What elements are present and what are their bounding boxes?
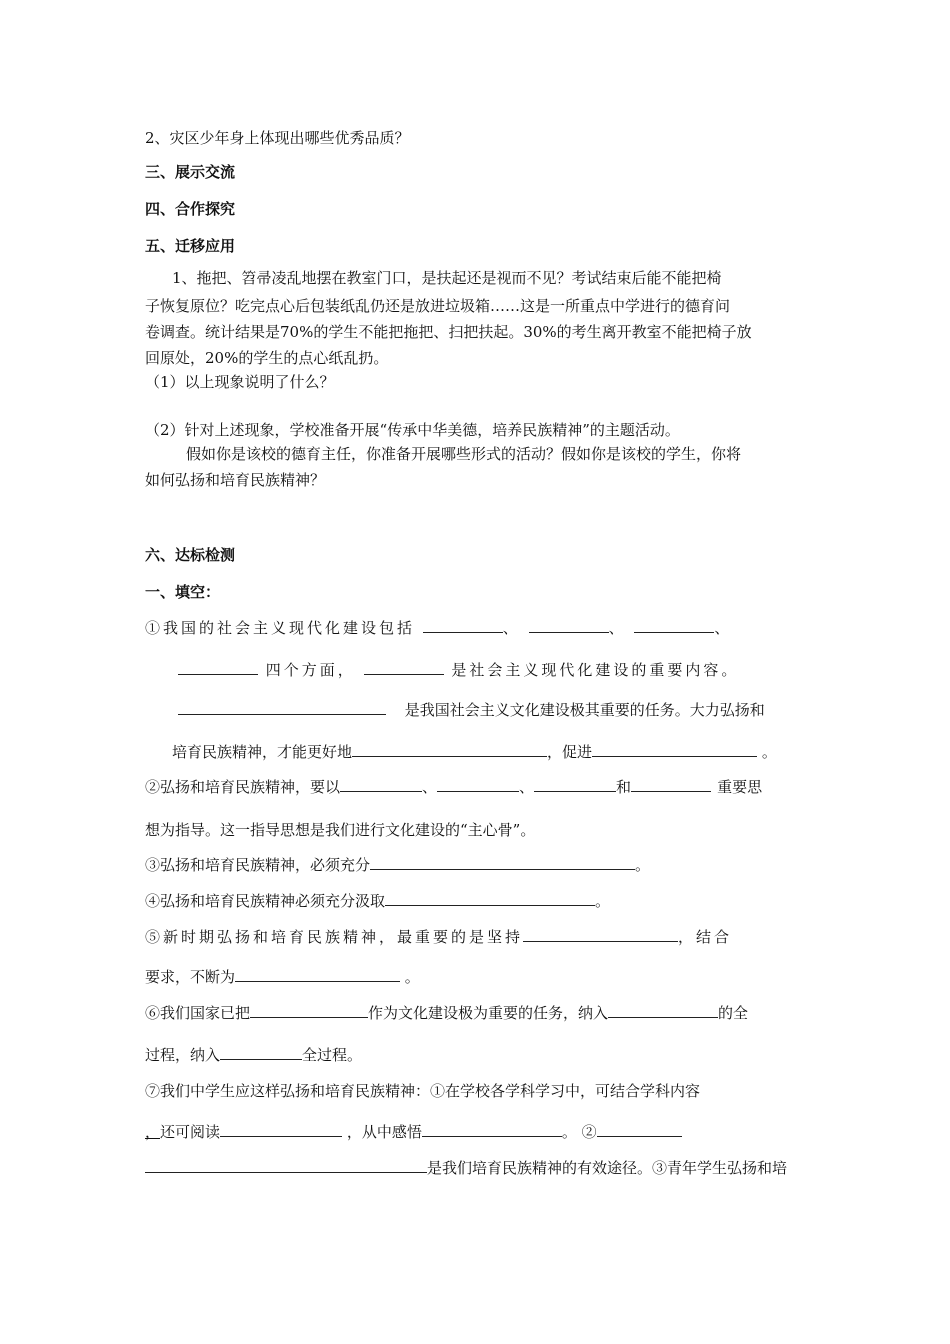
- answer-blank[interactable]: [534, 777, 616, 792]
- heading-5: 五、迁移应用: [145, 237, 236, 255]
- answer-blank[interactable]: [608, 1003, 718, 1018]
- sub-question-2: （2）针对上述现象，学校准备开展“传承中华美德，培养民族精神”的主题活动。: [145, 421, 680, 439]
- paragraph-line: 假如你是该校的德育主任，你准备开展哪些形式的活动？假如你是该校的学生，你将: [186, 445, 742, 463]
- answer-blank[interactable]: [370, 855, 635, 870]
- heading-4: 四、合作探究: [145, 200, 236, 218]
- answer-blank[interactable]: [340, 777, 422, 792]
- answer-blank[interactable]: [220, 1122, 342, 1137]
- heading-6: 六、达标检测: [145, 546, 236, 564]
- sub-question-1: （1）以上现象说明了什么？: [145, 373, 335, 391]
- heading-3: 三、展示交流: [145, 163, 236, 181]
- fill-item-7: ⑦我们中学生应这样弘扬和培育民族精神：①在学校各学科学习中，可结合学科内容: [145, 1082, 701, 1100]
- paragraph-line: 卷调查。统计结果是70%的学生不能把拖把、扫把扶起。30%的考生离开教室不能把椅子放: [145, 323, 752, 341]
- answer-blank[interactable]: [529, 618, 609, 633]
- answer-blank[interactable]: [178, 660, 258, 675]
- paragraph-line: 子恢复原位？吃完点心后包装纸乱仍还是放进垃圾箱……这是一所重点中学进行的德育问: [145, 297, 731, 315]
- answer-blank[interactable]: [145, 1158, 427, 1173]
- fill-item-2: ②弘扬和培育民族精神，要以 、 、 和 重要思: [145, 778, 763, 796]
- fill-item-7-line2: ，还可阅读 ，从中感悟 。 ②: [145, 1122, 682, 1142]
- fill-item-5: ⑤新时期弘扬和培育民族精神，最重要的是坚持 ，结合: [145, 928, 733, 946]
- answer-blank[interactable]: [634, 618, 714, 633]
- fill-item-5-line2: 要求，不断为 。: [145, 968, 420, 986]
- fill-item-2-line2: 想为指导。这一指导思想是我们进行文化建设的“主心骨”。: [145, 821, 536, 839]
- fill-item-1-line2: 四个方面， 是社会主义现代化建设的重要内容。: [178, 660, 739, 680]
- question-2: 2、灾区少年身上体现出哪些优秀品质？: [145, 129, 410, 147]
- answer-blank[interactable]: [385, 891, 595, 906]
- answer-blank[interactable]: [592, 742, 757, 757]
- paragraph-line: 1、拖把、笤帚凌乱地摆在教室门口，是扶起还是视而不见？考试结束后能不能把椅: [172, 269, 722, 287]
- fill-item-6-line2: 过程，纳入 全过程。: [145, 1046, 363, 1064]
- answer-blank[interactable]: [364, 660, 444, 675]
- answer-blank[interactable]: [235, 967, 400, 982]
- answer-blank[interactable]: [423, 618, 503, 633]
- fill-item-1-line4: 培育民族精神，才能更好地 ，促进 。: [172, 743, 777, 761]
- fill-item-1: ①我国的社会主义现代化建设包括 、 、 、: [145, 619, 733, 637]
- answer-blank[interactable]: [437, 777, 519, 792]
- fill-item-1-line3: 是我国社会主义文化建设极其重要的任务。大力弘扬和: [178, 700, 765, 720]
- fill-item-7-line3: 是我们培育民族精神的有效途径。③青年学生弘扬和培: [145, 1158, 787, 1178]
- answer-blank[interactable]: [523, 927, 678, 942]
- paragraph-line: 回原处，20%的学生的点心纸乱扔。: [145, 349, 389, 367]
- answer-blank[interactable]: [178, 700, 386, 715]
- answer-blank[interactable]: [422, 1122, 562, 1137]
- fill-title: 一、填空：: [145, 583, 221, 601]
- answer-blank[interactable]: [597, 1122, 682, 1137]
- answer-blank[interactable]: [631, 777, 711, 792]
- answer-blank[interactable]: [352, 742, 547, 757]
- fill-item-4: ④弘扬和培育民族精神必须充分汲取 。: [145, 892, 611, 910]
- fill-item-3: ③弘扬和培育民族精神，必须充分 。: [145, 856, 651, 874]
- answer-blank[interactable]: [250, 1003, 368, 1018]
- paragraph-line: 如何弘扬和培育民族精神？: [145, 471, 326, 489]
- fill-item-6: ⑥我们国家已把 作为文化建设极为重要的任务，纳入 的全: [145, 1004, 749, 1022]
- answer-blank[interactable]: [220, 1045, 302, 1060]
